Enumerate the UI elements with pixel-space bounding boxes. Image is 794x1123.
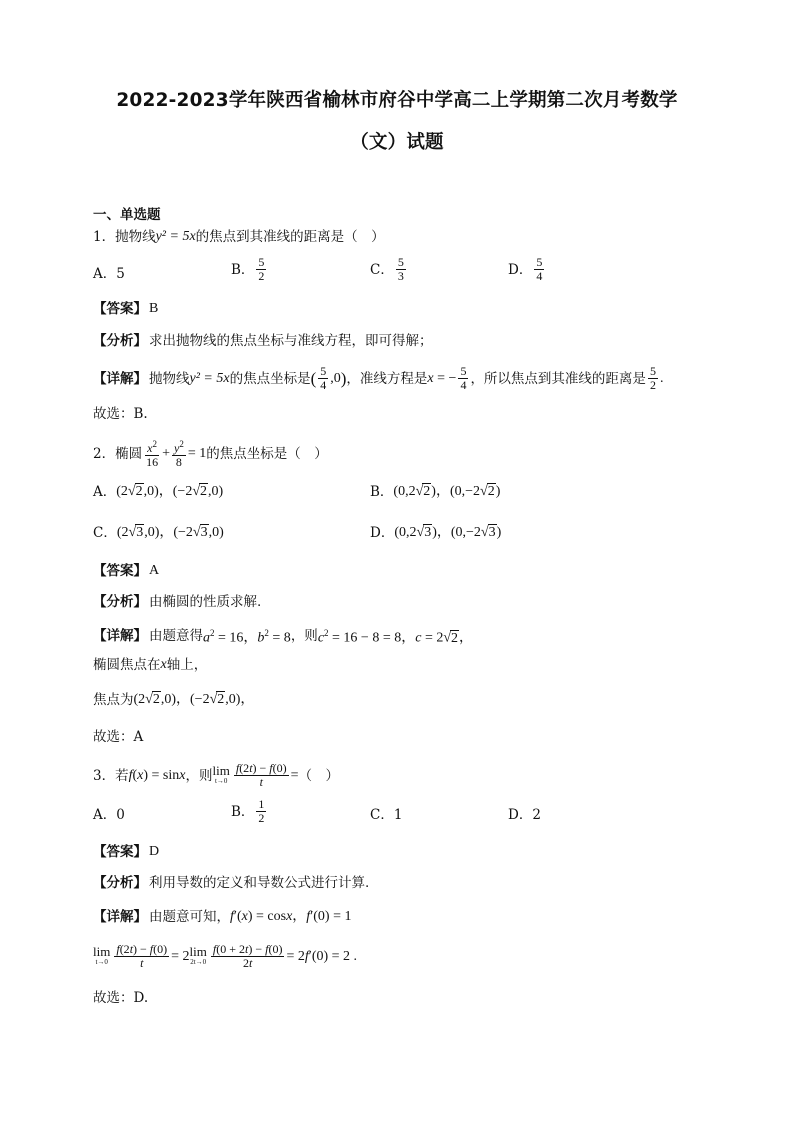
detail-3-formula: lim t→0 $\frac{f(2t) - f(0)}{t}$ = 2 lim 2t→0 $\frac{f(0 + 2t) - f(0)}{2t}$ = 2f′(0) = 2 .	[93, 942, 358, 970]
conclusion-1: 故选：B.	[93, 406, 148, 422]
analysis-1: 【分析】 求出抛物线的焦点坐标与准线方程，即可得解；	[93, 333, 433, 349]
answer-1: 【答案】 B	[93, 301, 159, 317]
conclusion-3: 故选：D.	[93, 990, 149, 1006]
analysis-2: 【分析】 由椭圆的性质求解.	[93, 594, 262, 610]
equation: y² = 5x	[155, 229, 196, 244]
question-1-stem: 1． 抛物线 y² = 5x 的焦点到其准线的距离是（ ）	[93, 229, 385, 245]
option-d: D． (0,2√3)，(0,−2√3)	[370, 525, 502, 541]
document-title-line1: 2022-2023学年陕西省榆林市府谷中学高二上学期第二次月考数学	[116, 90, 678, 111]
detail-2-line3: 焦点为 (2√2,0)，(−2√2,0)，	[93, 692, 255, 708]
conclusion-2: 故选：A	[93, 729, 144, 745]
question-2-stem: 2． 椭圆 $\frac{x^2}{16}$ + $\frac{y^2}{8}$ = 1 的焦点坐标是（ ）	[93, 439, 328, 469]
question-number: 3．	[93, 767, 116, 784]
document-title-line2: （文）试题	[350, 132, 444, 153]
option-b: B． (0,2√2)，(0,−2√2)	[370, 484, 501, 500]
option-c: C． (2√3,0)，(−2√3,0)	[93, 525, 224, 541]
detail-1: 【详解】 抛物线 y² = 5x 的焦点坐标是 ( $\frac{5}{4}$ ,0 ) ，准线方程是 x = − $\frac{5}{4}$ ，所以焦点到其准线的距离是 $\frac{5}{2}$ .	[93, 364, 664, 392]
option-a: A． (2√2,0)，(−2√2,0)	[93, 484, 224, 500]
option-b: B． $\frac{1}{2}$	[231, 797, 265, 825]
question-number: 1．	[93, 229, 116, 245]
detail-2: 【详解】 由题意得 $a^2 = 16$，$b^2 = 8$ ，则 $c^2 = 16 - 8 = 8$，c = 2√2，	[93, 627, 474, 646]
option-a: A．5	[93, 266, 125, 282]
answer-2: 【答案】 A	[93, 563, 160, 579]
option-a: A．0	[93, 807, 125, 823]
option-d: D． $\frac{5}{4}$	[508, 255, 543, 283]
section-heading: 一、单选题	[93, 207, 161, 223]
option-d: D．2	[508, 807, 541, 823]
option-b: B． $\frac{5}{2}$	[231, 255, 265, 283]
option-c: C． $\frac{5}{3}$	[370, 255, 404, 283]
detail-2-line2: 椭圆焦点在 x 轴上，	[93, 657, 208, 673]
answer-3: 【答案】 D	[93, 844, 160, 860]
question-3-stem: 3． 若 f(x) = sinx ，则 lim t→0 $\frac{f(2t) - f(0)}{t}$ = （ ）	[93, 761, 340, 789]
analysis-3: 【分析】 利用导数的定义和导数公式进行计算.	[93, 875, 370, 891]
question-number: 2．	[93, 445, 116, 462]
option-c: C．1	[370, 807, 403, 823]
detail-3: 【详解】 由题意可知， f′(x) = cosx，f′(0) = 1	[93, 909, 352, 925]
